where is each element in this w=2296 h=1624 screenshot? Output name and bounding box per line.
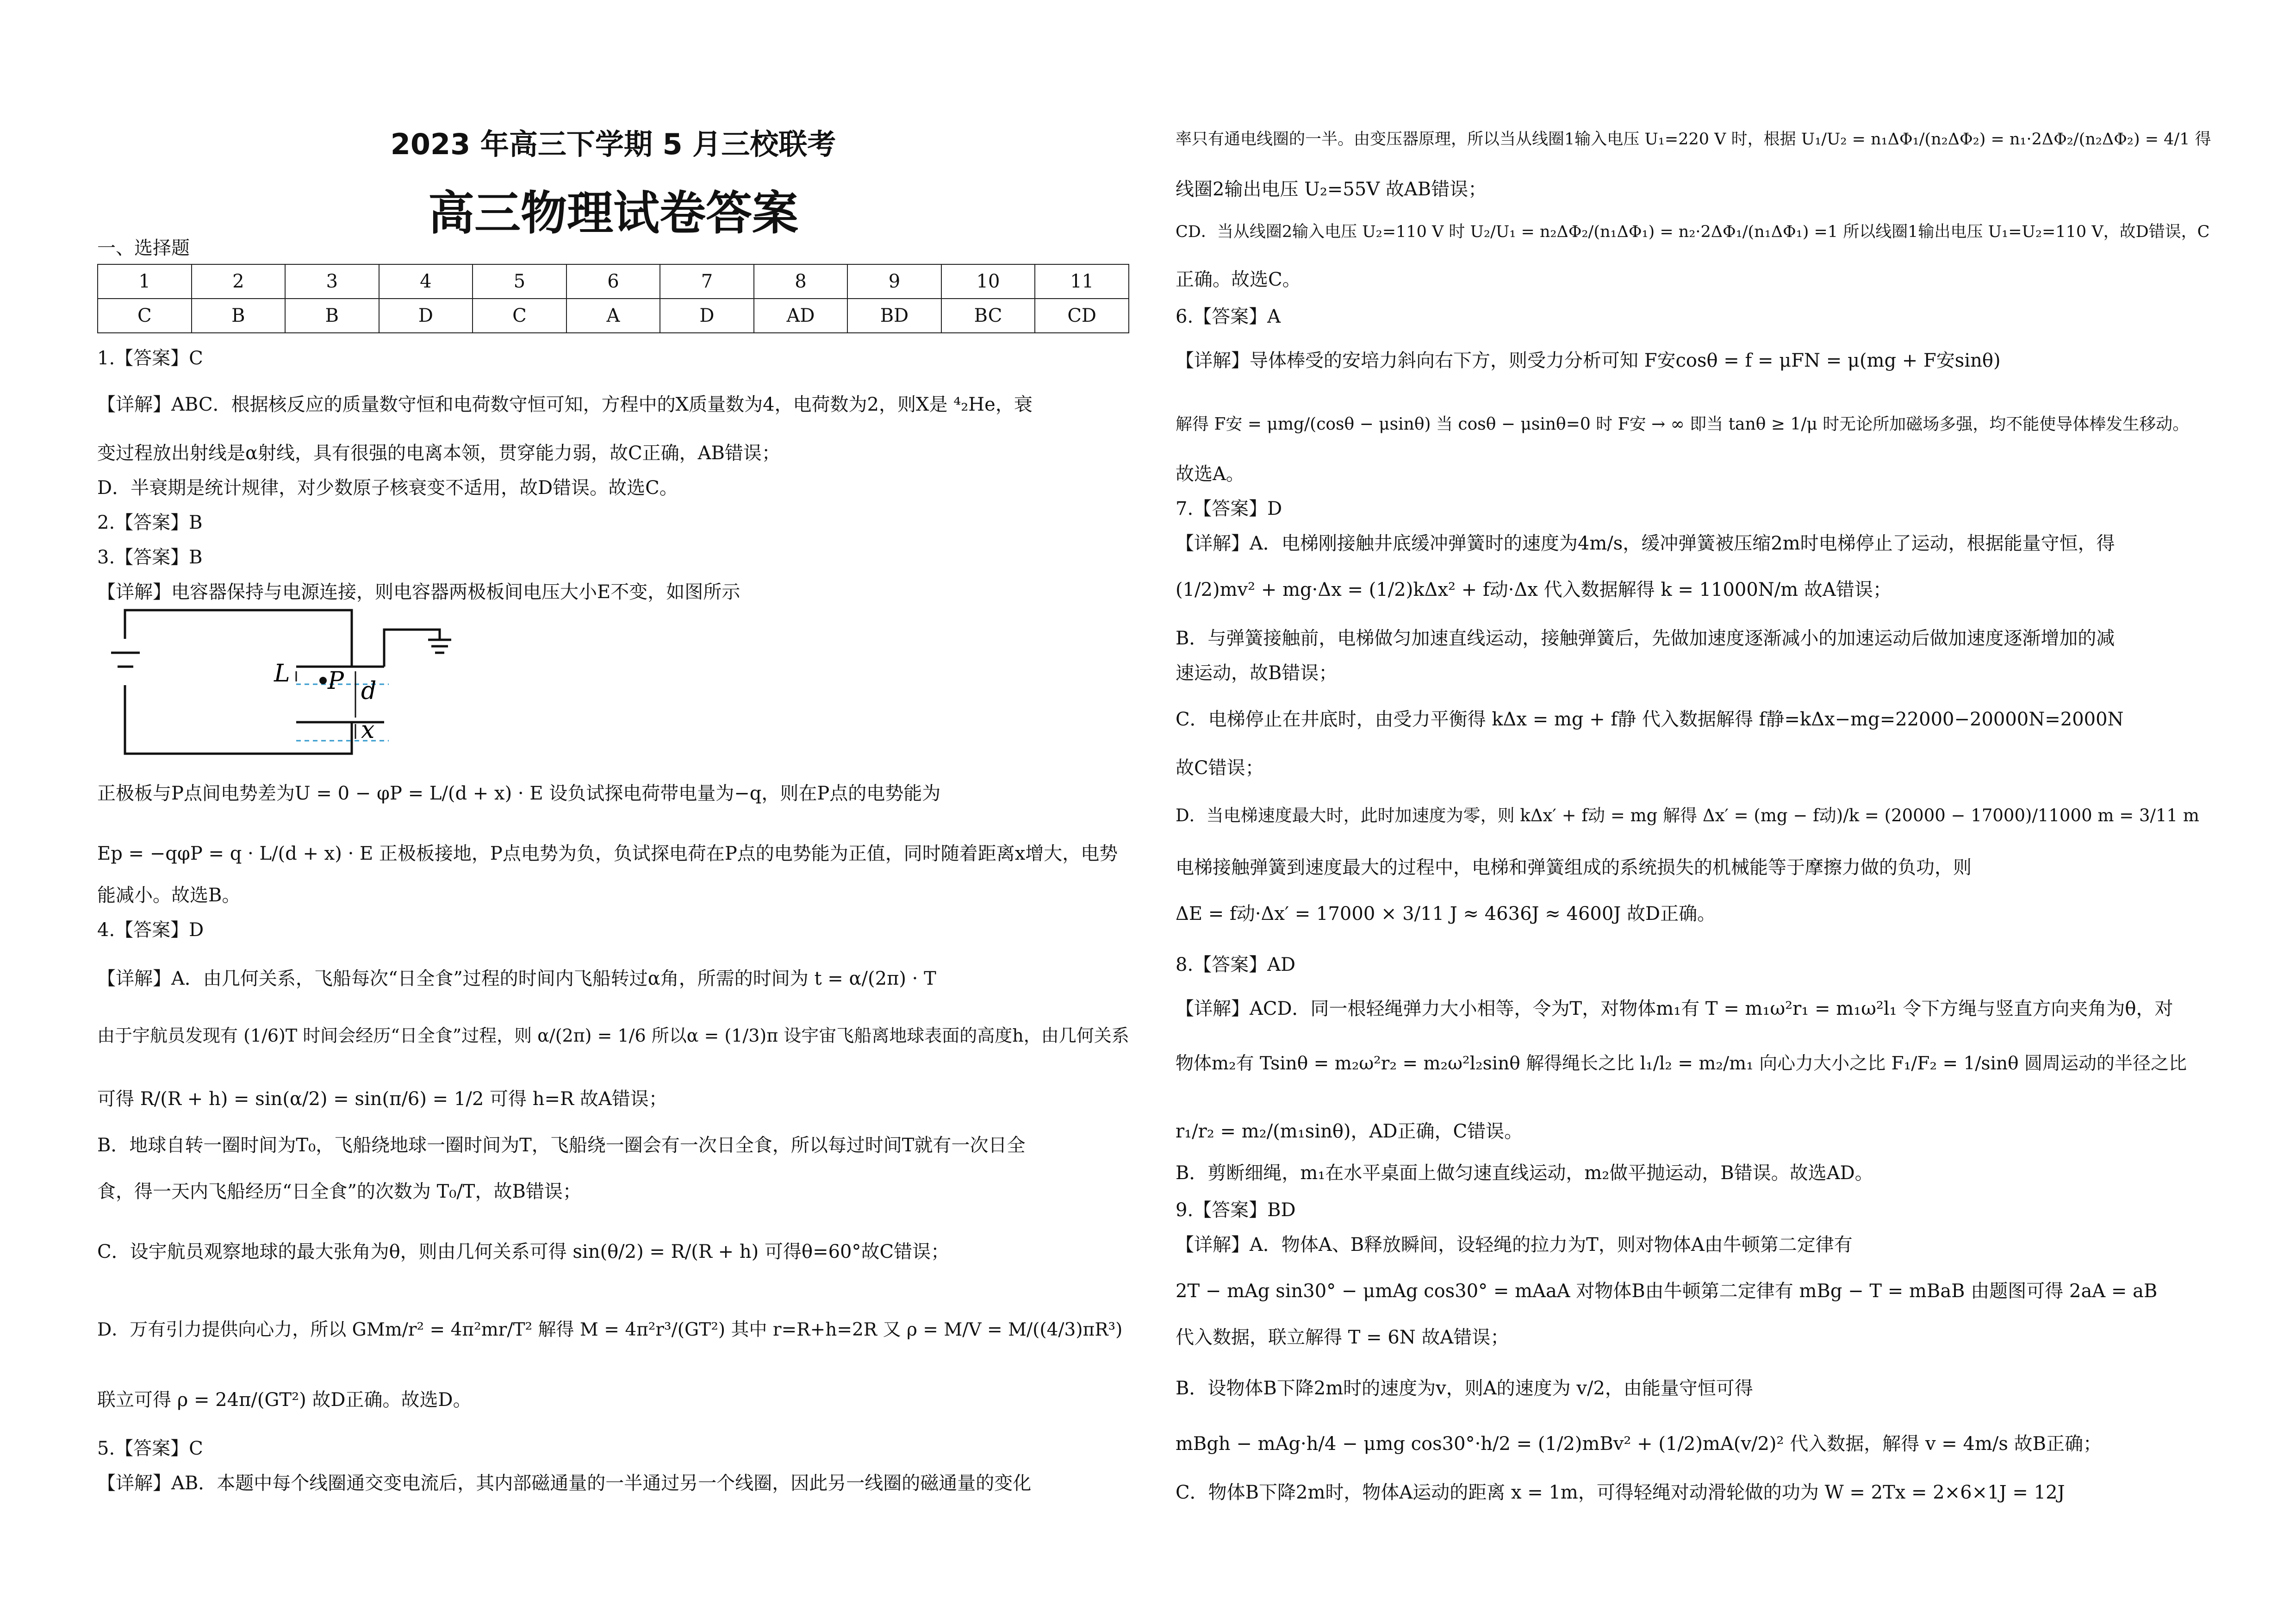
text-line: (1/2)mv² + mg·Δx = (1/2)kΔx² + f动·Δx 代入数据解得 k = 11000N/m 故A错误； (1176, 579, 1892, 600)
answer-cell: C (473, 299, 566, 333)
text-line: 率只有通电线圈的一半。由变压器原理，所以当从线圈1输入电压 U₁=220 V 时，根据 U₁/U₂ = n₁ΔΦ₁/(n₂ΔΦ₂) = n₁·2ΔΦ₂/(n₂ΔΦ₂) = 4/1 得 (1176, 130, 2211, 149)
text-line: 5.【答案】C (97, 1438, 203, 1459)
text-line: mBgh − mAg·h/4 − μmg cos30°·h/2 = (1/2)mBv² + (1/2)mA(v/2)² 代入数据，解得 v = 4m/s 故B正确； (1176, 1433, 2102, 1455)
answer-table-answer-row (98, 299, 1129, 333)
text-line: ΔE = f动·Δx′ = 17000 × 3/11 J ≈ 4636J ≈ 4600J 故D正确。 (1176, 903, 1716, 924)
text-line: 变过程放出射线是α射线，具有很强的电离本领，贯穿能力弱，故C正确，AB错误； (97, 443, 780, 464)
question-number: 7 (660, 264, 754, 299)
text-line: 3.【答案】B (97, 547, 203, 568)
question-number: 6 (566, 264, 660, 299)
answer-cell: B (285, 299, 379, 333)
answer-cell: CD (1035, 299, 1129, 333)
text-line: 2T − mAg sin30° − μmAg cos30° = mAaA 对物体B由牛顿第二定律有 mBg − T = mBaB 由题图可得 2aA = aB (1176, 1280, 2158, 1302)
text-line: 【详解】ABC．根据核反应的质量数守恒和电荷数守恒可知，方程中的X质量数为4，电荷数为2，则X是 ⁴₂He，衰 (97, 394, 1033, 415)
text-line: B．地球自转一圈时间为T₀，飞船绕地球一圈时间为T，飞船绕一圈会有一次日全食，所以每过时间T就有一次日全 (97, 1135, 1026, 1156)
text-line: 速运动，故B错误； (1176, 662, 1338, 684)
answer-table-number-row (98, 264, 1129, 299)
wire-top (125, 610, 352, 667)
text-line: 4.【答案】D (97, 919, 204, 941)
question-number: 9 (847, 264, 941, 299)
ground-wire (384, 630, 440, 667)
page-title: 高三物理试卷答案 (428, 186, 798, 240)
question-number: 10 (941, 264, 1035, 299)
text-line: 物体m₂有 Tsinθ = m₂ω²r₂ = m₂ω²l₂sinθ 解得绳长之比 l₁/l₂ = m₂/m₁ 向心力大小之比 F₁/F₂ = 1/sinθ 圆周运动的半径之比 (1176, 1053, 2187, 1074)
text-line: B．剪断细绳，m₁在水平桌面上做匀速直线运动，m₂做平抛运动，B错误。故选AD。 (1176, 1162, 1873, 1184)
text-line: 能减小。故选B。 (97, 885, 241, 906)
section-heading: 一、选择题 (97, 237, 190, 259)
text-line: 可得 R/(R + h) = sin(α/2) = sin(π/6) = 1/2 可得 h=R 故A错误； (97, 1088, 667, 1110)
label-L: L (274, 660, 290, 687)
text-line: 故选A。 (1176, 463, 1244, 485)
text-line: 6.【答案】A (1176, 306, 1281, 327)
text-line: 食，得一天内飞船经历“日全食”的次数为 T₀/T，故B错误； (97, 1181, 581, 1202)
question-number: 4 (379, 264, 473, 299)
label-d: d (361, 677, 377, 705)
capacitor-circuit-diagram (111, 606, 463, 759)
text-line: 解得 F安 = μmg/(cosθ − μsinθ) 当 cosθ − μsinθ=0 时 F安 → ∞ 即当 tanθ ≥ 1/μ 时无论所加磁场多强，均不能使导体棒发生移动。 (1176, 415, 2190, 434)
exam-name: 2023 年高三下学期 5 月三校联考 (390, 127, 836, 161)
text-line: 【详解】A．物体A、B释放瞬间，设轻绳的拉力为T，则对物体A由牛顿第二定律有 (1176, 1234, 1853, 1255)
text-line: 9.【答案】BD (1176, 1199, 1296, 1221)
text-line: r₁/r₂ = m₂/(m₁sinθ)，AD正确，C错误。 (1176, 1121, 1523, 1142)
answer-cell: A (566, 299, 660, 333)
text-line: C．电梯停止在井底时，由受力平衡得 kΔx = mg + f静 代入数据解得 f静=kΔx−mg=22000−20000N=2000N (1176, 709, 2124, 730)
answer-cell: B (192, 299, 286, 333)
answer-cell: BD (847, 299, 941, 333)
text-line: Ep = −qφP = q · L/(d + x) · E 正极板接地，P点电势为负，负试探电荷在P点的电势能为正值，同时随着距离x增大，电势 (97, 843, 1118, 864)
question-number: 1 (98, 264, 192, 299)
text-line: B．与弹簧接触前，电梯做匀加速直线运动，接触弹簧后，先做加速度逐渐减小的加速运动后做加速度逐渐增加的减 (1176, 628, 2115, 649)
label-P: P (328, 667, 344, 695)
text-line: 线圈2输出电压 U₂=55V 故AB错误； (1176, 179, 1487, 200)
answer-cell: D (660, 299, 754, 333)
text-line: B．设物体B下降2m时的速度为v，则A的速度为 v/2，由能量守恒可得 (1176, 1378, 1753, 1399)
text-line: D．半衰期是统计规律，对少数原子核衰变不适用，故D错误。故选C。 (97, 477, 678, 499)
text-line: 联立可得 ρ = 24π/(GT²) 故D正确。故选D。 (97, 1389, 472, 1411)
text-line: 代入数据，联立解得 T = 6N 故A错误； (1176, 1327, 1509, 1348)
text-line: 【详解】导体棒受的安培力斜向右下方，则受力分析可知 F安cosθ = f = μFN = μ(mg + F安sinθ) (1176, 350, 2001, 371)
text-line: 2.【答案】B (97, 512, 203, 533)
text-line: 【详解】电容器保持与电源连接，则电容器两极板间电压大小E不变，如图所示 (97, 581, 740, 603)
text-line: C．设宇航员观察地球的最大张角为θ，则由几何关系可得 sin(θ/2) = R/(R + h) 可得θ=60°故C错误； (97, 1241, 950, 1262)
text-line: 【详解】A．由几何关系，飞船每次“日全食”过程的时间内飞船转过α角，所需的时间为 t = α/(2π) · T (97, 968, 936, 989)
text-line: D．万有引力提供向心力，所以 GMm/r² = 4π²mr/T² 解得 M = 4π²r³/(GT²) 其中 r=R+h=2R 又 ρ = M/V = M/((4/3)πR³) (97, 1319, 1123, 1340)
text-line: 由于宇航员发现有 (1/6)T 时间会经历“日全食”过程，则 α/(2π) = 1/6 所以α = (1/3)π 设宇宙飞船离地球表面的高度h，由几何关系 (97, 1025, 1129, 1046)
point-p-dot (319, 677, 327, 684)
answer-cell: AD (754, 299, 848, 333)
text-line: CD．当从线圈2输入电压 U₂=110 V 时 U₂/U₁ = n₂ΔΦ₂/(n₁ΔΦ₁) = n₂·2ΔΦ₁/(n₁ΔΦ₁) =1 所以线圈1输出电压 U₁=U₂=110 V，故D错误，C (1176, 223, 2210, 241)
wire-bottom (125, 685, 352, 754)
text-line: D．当电梯速度最大时，此时加速度为零，则 kΔx′ + f动 = mg 解得 Δx′ = (mg − f动)/k = (20000 − 17000)/11000 m = 3/11 m (1176, 806, 2199, 825)
answer-cell: C (98, 299, 192, 333)
question-number: 11 (1035, 264, 1129, 299)
question-number: 5 (473, 264, 566, 299)
label-x: x (361, 716, 375, 744)
text-line: 【详解】A．电梯刚接触井底缓冲弹簧时的速度为4m/s，缓冲弹簧被压缩2m时电梯停止了运动，根据能量守恒，得 (1176, 533, 2115, 554)
text-line: 1.【答案】C (97, 348, 203, 369)
text-line: 正极板与P点间电势差为U = 0 − φP = L/(d + x) · E 设负试探电荷带电量为−q，则在P点的电势能为 (97, 783, 941, 804)
text-line: 【详解】AB．本题中每个线圈通交变电流后，其内部磁通量的一半通过另一个线圈，因此另一线圈的磁通量的变化 (97, 1473, 1032, 1494)
text-line: 正确。故选C。 (1176, 269, 1301, 290)
answer-cell: BC (941, 299, 1035, 333)
answer-cell: D (379, 299, 473, 333)
text-line: 电梯接触弹簧到速度最大的过程中，电梯和弹簧组成的系统损失的机械能等于摩擦力做的负功，则 (1176, 857, 1972, 878)
text-line: 7.【答案】D (1176, 498, 1282, 519)
question-number: 8 (754, 264, 848, 299)
question-number: 2 (192, 264, 286, 299)
text-line: 8.【答案】AD (1176, 954, 1296, 975)
text-line: 【详解】ACD．同一根轻绳弹力大小相等，令为T，对物体m₁有 T = m₁ω²r₁ = m₁ω²l₁ 令下方绳与竖直方向夹角为θ，对 (1176, 998, 2173, 1019)
question-number: 3 (285, 264, 379, 299)
answer-table (97, 264, 1129, 333)
text-line: 故C错误； (1176, 757, 1264, 779)
text-line: C．物体B下降2m时，物体A运动的距离 x = 1m，可得轻绳对动滑轮做的功为 W = 2Tx = 2×6×1J = 12J (1176, 1482, 2065, 1503)
